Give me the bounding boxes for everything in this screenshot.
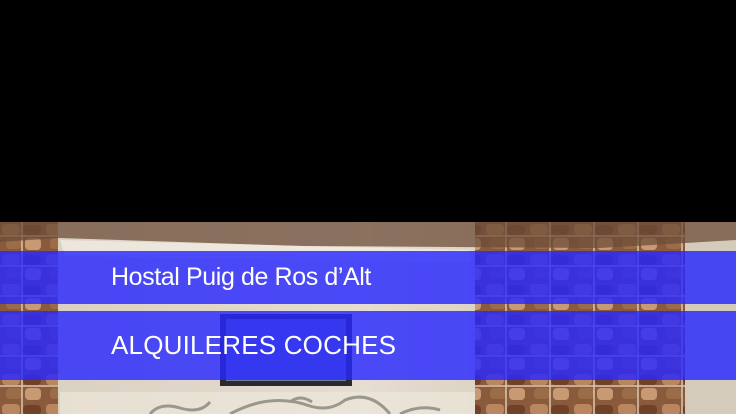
hotel-name: Hostal Puig de Ros d’Alt [111, 263, 371, 291]
hotel-name-banner [0, 251, 736, 304]
car-rental-label[interactable]: ALQUILERES COCHES [111, 330, 397, 360]
car-rental-banner[interactable] [0, 311, 736, 380]
